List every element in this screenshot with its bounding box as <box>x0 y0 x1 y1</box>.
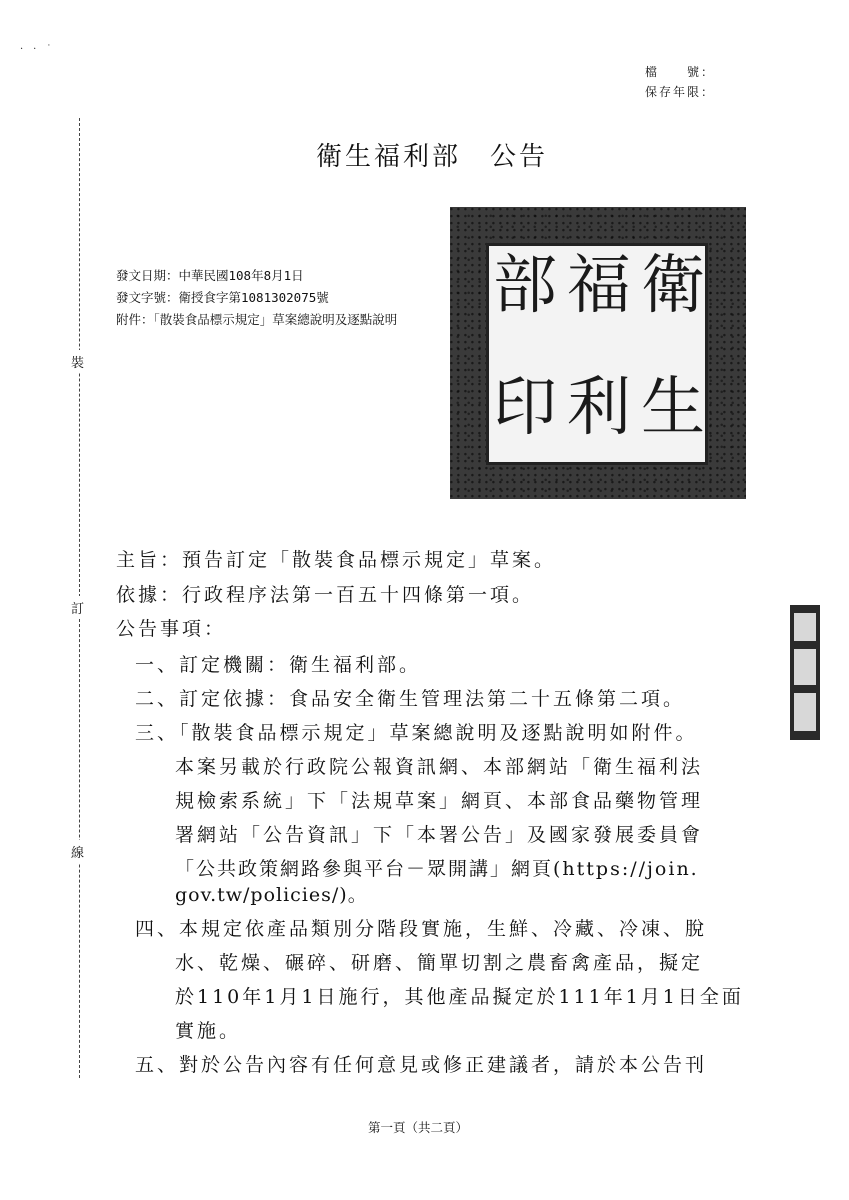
seal-char: 利 <box>567 371 631 445</box>
side-stamp <box>790 605 820 740</box>
item-3-line: 本案另載於行政院公報資訊網、本部網站「衛生福利法 <box>175 756 704 778</box>
attachment-line: 附件：「散裝食品標示規定」草案總說明及逐點說明 <box>116 312 398 327</box>
binding-label-staple: 訂 <box>71 596 84 619</box>
item-3: 三、「散裝食品標示規定」草案總說明及逐點說明如附件。 <box>135 722 698 744</box>
announcement-heading: 公告事項： <box>116 618 227 640</box>
seal-char: 衛 <box>641 249 705 323</box>
item-4-line: 實施。 <box>175 1020 242 1042</box>
binding-label-bind: 裝 <box>71 350 84 373</box>
seal-char: 福 <box>567 249 631 323</box>
binding-label-line: 線 <box>71 840 84 863</box>
seal-char: 生 <box>641 371 705 445</box>
seal-char: 印 <box>493 371 557 445</box>
retention-period-label: 保存年限： <box>645 85 716 99</box>
page-number: 第一頁（共二頁） <box>368 1120 469 1135</box>
seal-face <box>486 243 708 465</box>
item-4-line: 於110年1月1日施行，其他產品擬定於111年1月1日全面 <box>175 986 744 1008</box>
item-1: 一、訂定機關：衛生福利部。 <box>135 654 422 676</box>
item-4: 四、本規定依產品類別分階段實施，生鮮、冷藏、冷凍、脫 <box>135 918 708 940</box>
item-4-line: 水、乾燥、碾碎、研磨、簡單切割之農畜禽產品，擬定 <box>175 952 704 974</box>
file-number-label: 檔 號： <box>645 65 716 79</box>
seal-char: 部 <box>493 249 557 323</box>
subject-line: 主旨：預告訂定「散裝食品標示規定」草案。 <box>116 549 557 571</box>
document-number: 發文字號：衛授食字第1081302075號 <box>116 290 329 305</box>
issue-date: 發文日期：中華民國108年8月1日 <box>116 268 304 283</box>
basis-line: 依據：行政程序法第一百五十四條第一項。 <box>116 584 535 606</box>
item-2: 二、訂定依據：食品安全衛生管理法第二十五條第二項。 <box>135 688 686 710</box>
page-title: 衛生福利部 公告 <box>316 142 549 172</box>
official-seal <box>450 207 746 499</box>
item-5: 五、對於公告內容有任何意見或修正建議者，請於本公告刊 <box>135 1054 708 1076</box>
scan-speckle: · · ˙ <box>20 44 52 55</box>
item-3-line: 署網站「公告資訊」下「本署公告」及國家發展委員會 <box>175 824 704 846</box>
item-3-line: 規檢索系統」下「法規草案」網頁、本部食品藥物管理 <box>175 790 704 812</box>
item-3-line: gov.tw/policies/)。 <box>175 884 368 906</box>
item-3-line: 「公共政策網路參與平台－眾開講」網頁(https://join. <box>175 858 699 880</box>
